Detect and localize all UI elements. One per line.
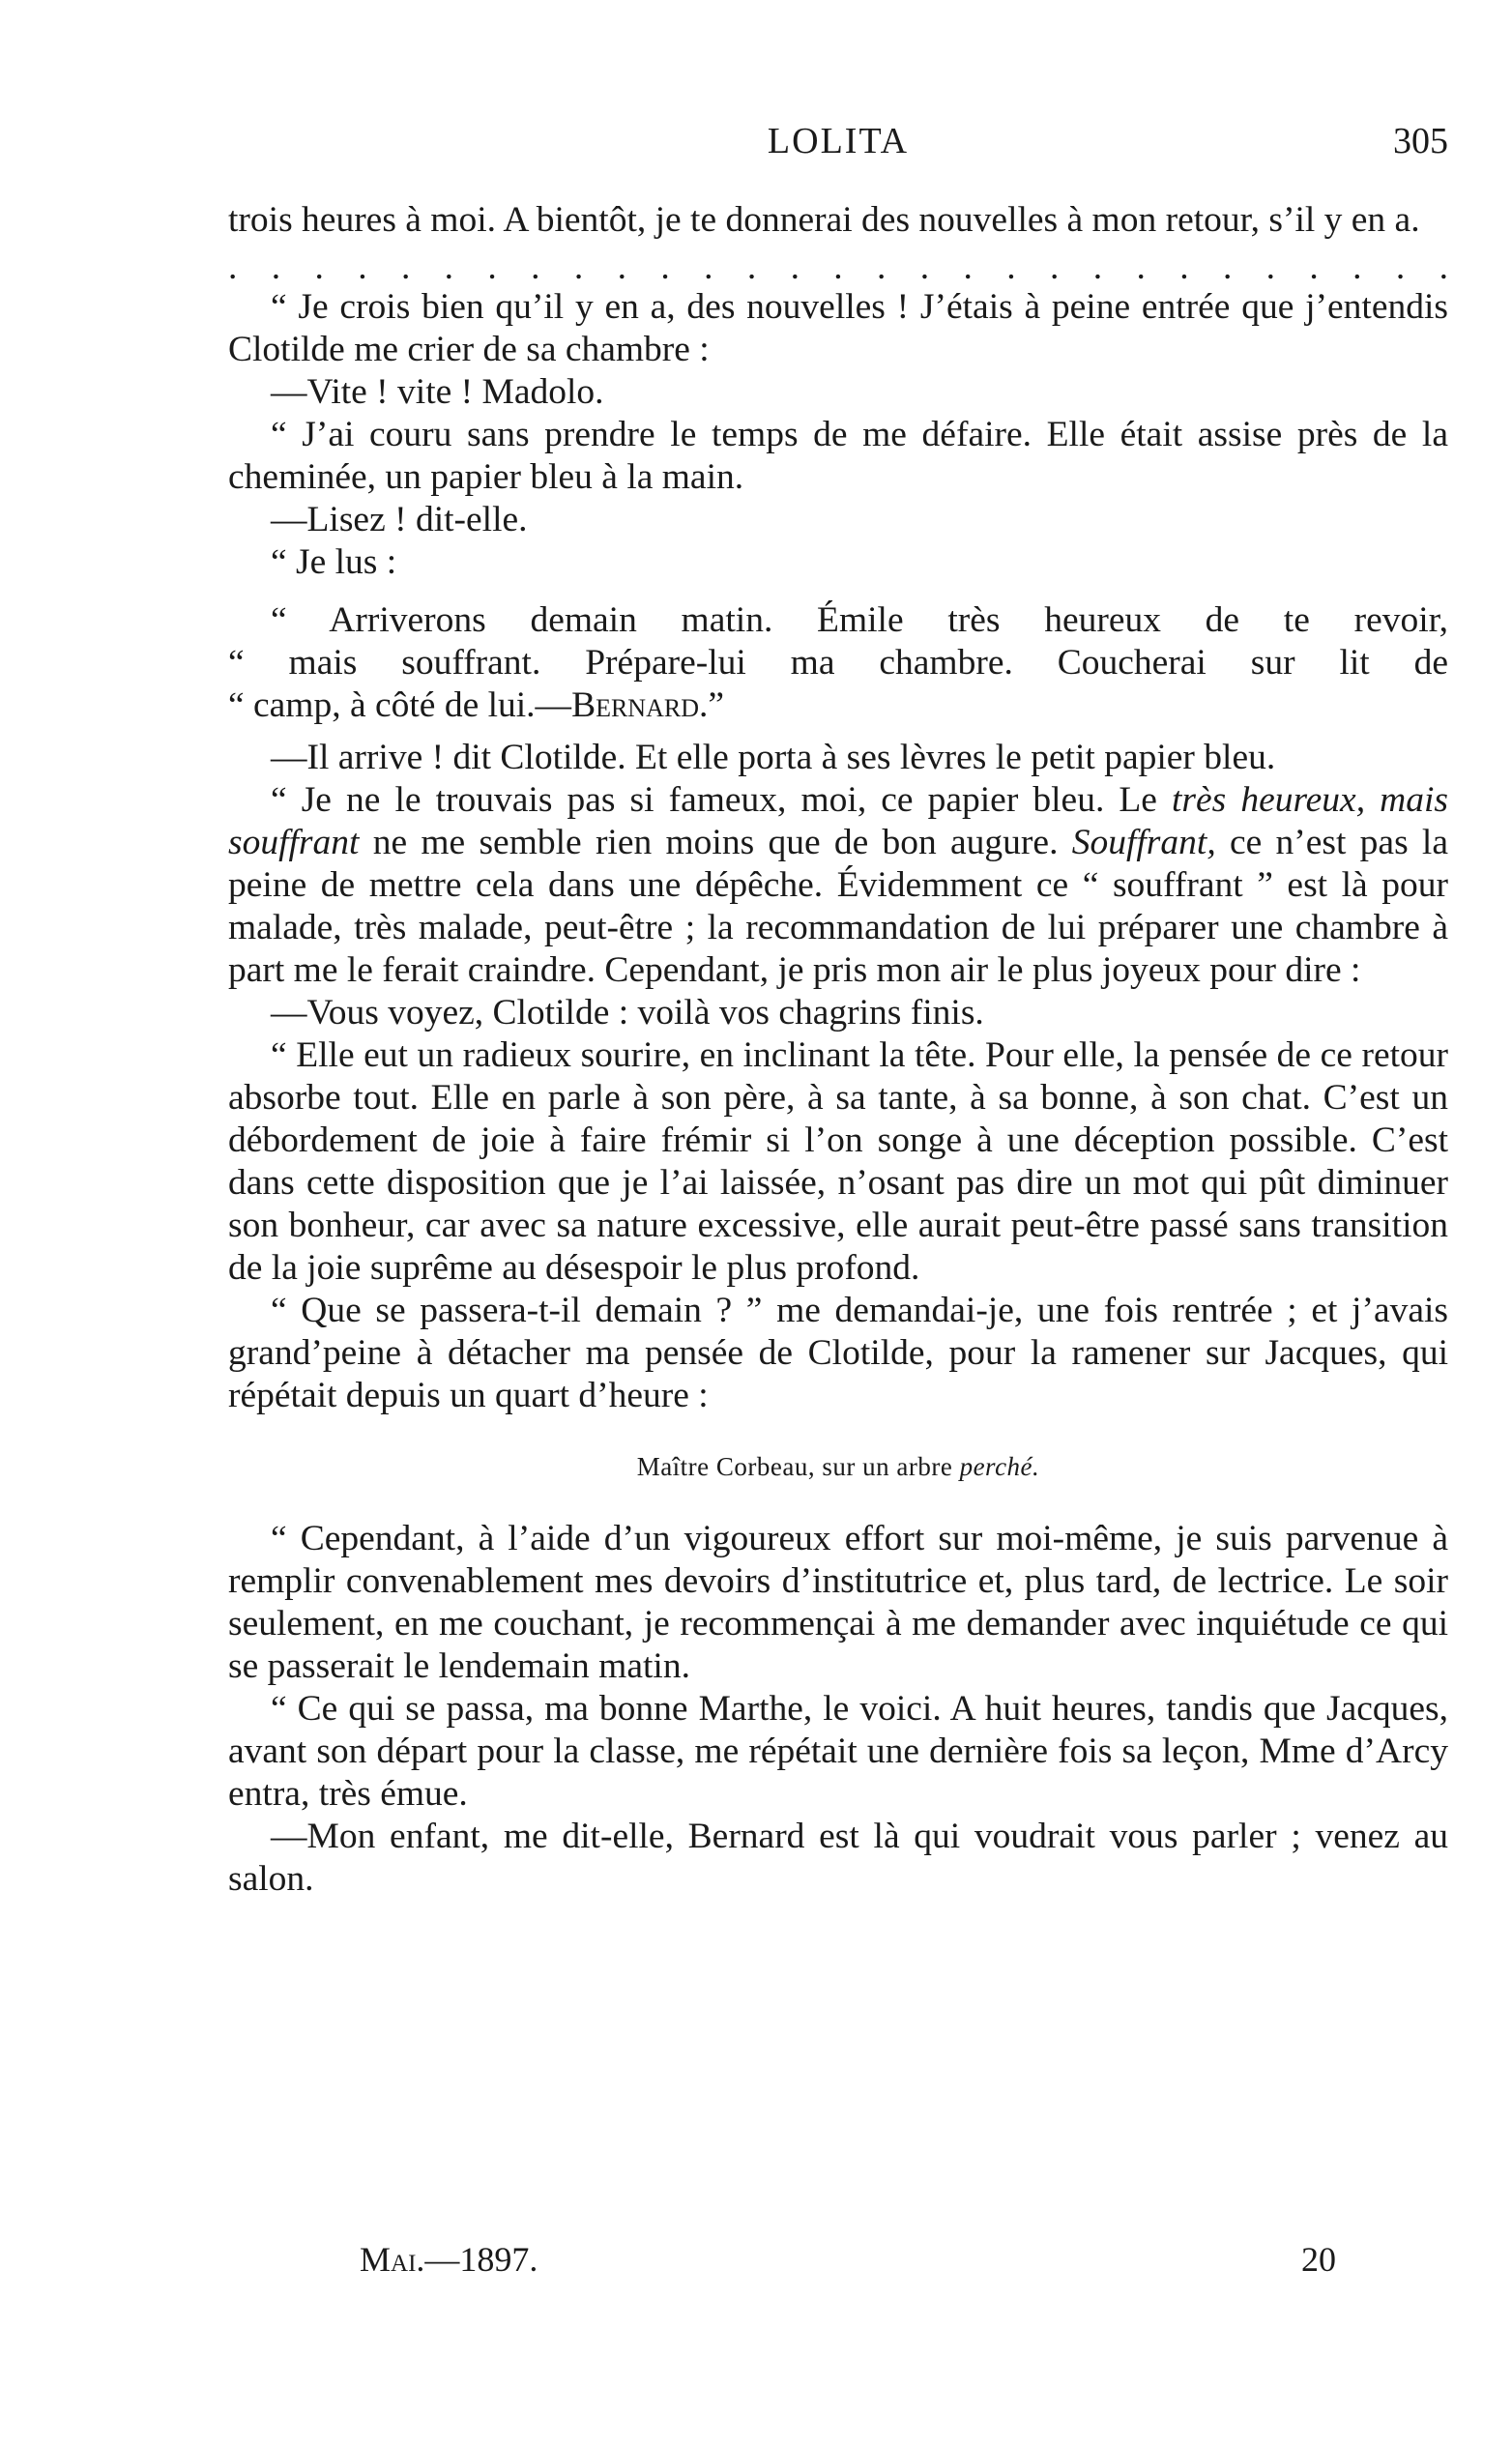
paragraph-3: —Vite ! vite ! Madolo. bbox=[271, 372, 604, 412]
page-number: 305 bbox=[1393, 121, 1448, 161]
paragraph-11: “ Que se passera-t-il demain ? ” me demandai-je, une fois rentrée ; et j’avais grand’peine à détacher ma pensée de Clotilde, pour la ramener sur Jacques, qui répétait depuis un quart d’heure : bbox=[228, 1291, 1448, 1415]
telegram-line-3-text: “ camp, à côté de lui.— bbox=[228, 685, 572, 725]
telegram-line-3 bbox=[228, 684, 1448, 727]
paragraph-2: “ Je crois bien qu’il y en a, des nouvelles ! J’étais à peine entrée que j’entendis Clotilde me crier de sa chambre : bbox=[228, 287, 1448, 369]
verse-quote bbox=[228, 1450, 1448, 1483]
telegram-line-1: “ Arriverons demain matin. Émile très heureux de te revoir, bbox=[271, 600, 1448, 640]
paragraph-8-part-2: ne me semble rien moins que de bon augure. bbox=[359, 823, 1072, 862]
paragraph-10: “ Elle eut un radieux sourire, en inclinant la tête. Pour elle, la pensée de ce retour absorbe tout. Elle en parle à son père, à sa tante, à sa bonne, à son chat. C’est un débordement de joie à faire frémir si l’on songe à une déception possible. C’est dans cette disposition que je l’ai laissée, n’osant pas dire un mot qui pût diminuer son bonheur, car avec sa nature excessive, elle aurait peut-être passé sans transition de la joie suprême au désespoir le plus profond. bbox=[228, 1035, 1448, 1288]
paragraph-9: —Vous voyez, Clotilde : voilà vos chagrins finis. bbox=[271, 993, 984, 1033]
paragraph-8-part-1: “ Je ne le trouvais pas si fameux, moi, ce papier bleu. Le bbox=[271, 780, 1172, 820]
paragraph-8-italic-2: Souffrant, bbox=[1071, 823, 1216, 862]
paragraph-1: trois heures à moi. A bientôt, je te donnerai des nouvelles à mon retour, s’il y en a. bbox=[228, 200, 1420, 240]
paragraph-13: “ Ce qui se passa, ma bonne Marthe, le voici. A huit heures, tandis que Jacques, avant son départ pour la classe, me répétait une dernière fois sa leçon, Mme d’Arcy entra, très émue. bbox=[228, 1689, 1448, 1814]
verse-quote-text: Maître Corbeau, sur un arbre bbox=[636, 1452, 960, 1481]
paragraph-4: “ J’ai couru sans prendre le temps de me défaire. Elle était assise près de la cheminée, un papier bleu à la main. bbox=[228, 415, 1448, 497]
paragraph-12: “ Cependant, à l’aide d’un vigoureux effort sur moi-même, je suis parvenue à remplir convenablement mes devoirs d’institutrice et, plus tard, de lectrice. Le soir seulement, en me couchant, je recommençai à me demander avec inquiétude ce qui se passerait le lendemain matin. bbox=[228, 1519, 1448, 1686]
telegram-line-2: “ mais souffrant. Prépare-lui ma chambre. Coucherai sur lit de bbox=[228, 643, 1448, 683]
signature-mark: 20 bbox=[1301, 2240, 1336, 2279]
paragraph-8-part-3: ce n’est pas la peine de mettre cela dans une dépêche. Évidemment ce “ souffrant ” est là pour malade, très malade, peut-être ; la recommandation de lui préparer une chambre à part me le ferait craindre. Cependant, je pris mon air le plus joyeux pour dire : bbox=[228, 823, 1448, 990]
telegram-line-3-end: .” bbox=[698, 685, 725, 725]
paragraph-6: “ Je lus : bbox=[271, 542, 397, 582]
telegram-signature-name: Bernard bbox=[571, 685, 699, 725]
ellipsis-divider: . . . . . . . . . . . . . . . . . . . . . . . . . . . . . bbox=[228, 247, 1448, 287]
verse-quote-italic: perché. bbox=[959, 1452, 1040, 1481]
paragraph-14: —Mon enfant, me dit-elle, Bernard est là qui voudrait vous parler ; venez au salon. bbox=[228, 1817, 1448, 1899]
running-head bbox=[228, 120, 1448, 168]
telegram-quote bbox=[228, 599, 1448, 727]
paragraph-8-italic-1: très heureux, mais souffrant bbox=[228, 780, 1448, 862]
issue-date: Mai.—1897. bbox=[360, 2240, 538, 2279]
paragraph-7: —Il arrive ! dit Clotilde. Et elle porta à ses lèvres le petit papier bleu. bbox=[271, 738, 1276, 777]
running-title: LOLITA bbox=[767, 121, 910, 161]
paragraph-8 bbox=[228, 779, 1448, 992]
page-footer bbox=[228, 2239, 1448, 2282]
body-text bbox=[228, 199, 1448, 1901]
paragraph-5: —Lisez ! dit-elle. bbox=[271, 500, 528, 539]
